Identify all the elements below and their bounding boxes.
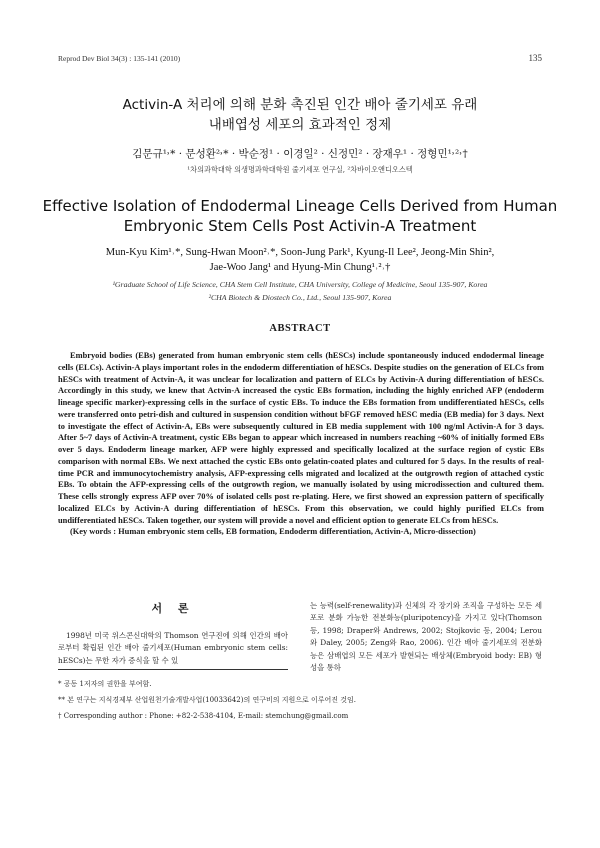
english-affiliation-2: ²CHA Biotech & Diostech Co., Ltd., Seoul 135-907, Korea: [208, 293, 392, 302]
abstract-heading: ABSTRACT: [269, 323, 331, 334]
english-title-line-1: Effective Isolation of Endodermal Lineage Cells Derived from Human: [42, 197, 558, 215]
english-affiliations: [0, 278, 600, 304]
english-affiliation-1: ¹Graduate School of Life Science, CHA Stem Cell Institute, CHA University, College of Medicine, Seoul 135-907, Korea: [112, 280, 488, 289]
left-column: [58, 600, 288, 667]
keywords: (Key words : Human embryonic stem cells, EB formation, Endoderm differentiation, Activin-A, Micro-dissection): [70, 527, 476, 537]
introduction-heading: 서 론: [151, 602, 195, 615]
english-title-line-2: Embryonic Stem Cells Post Activin-A Treatment: [123, 217, 477, 235]
footnote-divider: [58, 669, 288, 670]
footnote-corresponding-author: † Corresponding author : Phone: +82-2-538-4104, E-mail: stemchung@gmail.com: [58, 712, 349, 720]
korean-title: [0, 95, 600, 135]
korean-title-line-1: Activin-A 처리에 의해 분화 촉진된 인간 배아 줄기세포 유래: [122, 97, 478, 113]
footnote-funding: ** 본 연구는 지식경제부 산업원천기술개발사업(10033642)의 연구비의 지원으로 이루어진 것임.: [58, 696, 357, 704]
abstract-text: Embryoid bodies (EBs) generated from human embryonic stem cells (hESCs) include spontaneously induced endodermal lineage cells (ELCs). Activin-A plays important roles in the endoderm differentiation of hESCs. Despite studies on the generation of ELCs from hESCs with treatment of Actvin-A, it was unclear for localization and pattern of ELCs by Activin-A during differentiation of hESCs. Accordingly in this study, we knew that Actvin-A increased the cystic EBs formation, including the highly enriched AFP (endoderm lineage specific marker)-expressing cells in the surface of cystic EBs. To induce the EBs formation from undifferentiated hESCs, cells were transferred onto petri-dish and cultured in suspension condition without bFGF removed hESC media (EB media) for 3 days. Next to investigate the effect of Activin-A, EBs were subsequently cultured in EB media supplement with 100 ng/ml Activin-A for 3 days. After 5~7 days of Activin-A treatment, cystic EBs began to appear which increased in numbers reaching ~60% of initially formed EBs over 5 days. Endoderm lineage marker, AFP were highly expressed and specifically localized at the surface region of cystic EBs comparison with normal EBs. We next attached the cystic EBs onto gelatin-coated plates and cultured for 5 days. In the results of real-time PCR and immunocytochemistry analysis, AFP-expressing cells migrated and localized at the outgrowth region of attached cystic EBs. To obtain the AFP-expressing cells of the outgrowth region, we manually isolated by using microdissection and cultured them. These cells strongly express AFP over 70% of isolated cells post re-plating. Here, we first showed an expression pattern of specifically localized ELCs by Activin-A during differentiation of hESCs. From this observation, we could highly purified ELCs from undifferentiated hESCs. Taken together, our system will provide a novel and efficient option to generate ELCs from hESCs.: [58, 351, 544, 525]
page-number: 135: [528, 53, 542, 63]
running-head: Reprod Dev Biol 34(3) : 135-141 (2010): [58, 54, 181, 63]
english-authors-line-2: Jae-Woo Jang¹ and Hyung-Min Chung¹˒²˒†: [209, 261, 391, 273]
korean-authors: 김문규¹˒* · 문성환²˒* · 박순정¹ · 이경일² · 신정민² · 장재우¹ · 정형민¹˒²˒†: [132, 148, 468, 160]
korean-title-line-2: 내배엽성 세포의 효과적인 정제: [208, 117, 392, 133]
right-column: [310, 600, 542, 674]
english-authors: [0, 246, 600, 275]
english-authors-line-1: Mun-Kyu Kim¹˒*, Sung-Hwan Moon²˒*, Soon-Jung Park¹, Kyung-Il Lee², Jeong-Min Shin²,: [105, 247, 495, 258]
abstract-body: [58, 350, 544, 538]
footnote-co-first-author: * 공동 1저자의 권한을 부여함.: [58, 680, 152, 688]
english-title: [0, 196, 600, 236]
footnotes: [58, 676, 548, 724]
korean-affiliations: ¹차의과학대학 의생명과학대학원 줄기세포 연구실, ²차바이오앤디오스텍: [187, 165, 413, 174]
introduction-left-text: 1998년 미국 위스콘신대학의 Thomson 연구진에 의해 인간의 배아로부터 확립된 인간 배아 줄기세포(Human embryonic stem cells: hESCs)는 무한 자가 증식을 할 수 있: [58, 631, 288, 665]
introduction-right-text: 는 능력(self-renewality)과 신체의 각 장기와 조직을 구성하는 모든 세포로 분화 가능한 전분화능(pluripotency)을 가지고 있다(Thomson 등, 1998; Draper와 Andrews, 2002; Stojkovic 등, 2004; Lerou와 Daley, 2005; Zeng와 Rao, 2006). 인간 배아 줄기세포의 전분화능은 삼배엽의 모든 세포가 발현되는 배상체(Embryoid body: EB) 형성을 통하: [310, 601, 542, 673]
